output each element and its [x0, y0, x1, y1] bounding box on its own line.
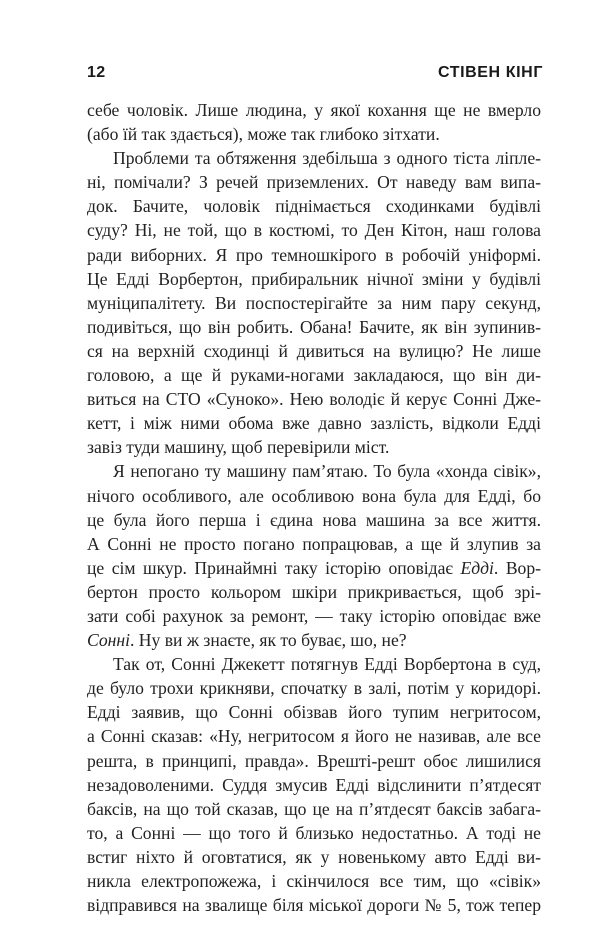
text-line: себе чоловік. Лише людина, у якої кохання ще не вмерло	[87, 100, 541, 120]
text-line: це була його перша і єдина нова машина за все життя.	[87, 509, 541, 530]
text-line: зати собі рахунок за ремонт, — таку історію оповідає вже	[87, 605, 541, 626]
text-line: Сонні. Ну ви ж знаєте, як то буває, шо, не?	[87, 630, 407, 651]
page-number: 12	[87, 64, 106, 81]
text-line: (або їй так здається), може так глибоко зітхати.	[87, 124, 440, 145]
text-line: Так от, Сонні Джекетт потягнув Едді Ворбертона в суд,	[113, 654, 541, 675]
text-line: бертон просто кольором шкіри прикривається, щоб зрі-	[87, 581, 541, 602]
text-line: завіз туди машину, щоб перевірили міст.	[87, 437, 390, 458]
body-text	[87, 98, 541, 917]
text-line: Едді заявив, що Сонні обізвав його тупим негритосом,	[87, 702, 541, 723]
text-line: незадоволеними. Суддя змусив Едді відслинити п’ятдесят	[87, 774, 541, 795]
text-line: то, а Сонні — що того й близько недостатньо. А тоді не	[87, 822, 541, 843]
text-line: де було трохи крикняви, спочатку в залі, потім у коридорі.	[87, 678, 541, 699]
text-line: Проблеми та обтяження здебільша з одного тіста ліпле-	[113, 148, 541, 169]
book-author: СТІВЕН КІНГ	[437, 64, 543, 81]
text-line: док. Бачите, чоловік піднімається сходинками будівлі	[87, 196, 541, 217]
running-head	[87, 62, 543, 84]
text-line: никла електропожежа, і скінчилося все тим, що «сівік»	[87, 871, 541, 891]
text-line: виться на СТО «Суноко». Нею володіє й керує Сонні Дже-	[87, 389, 541, 410]
paragraph	[87, 146, 541, 459]
text-line: ся на верхній сходинці й дивиться на вулицю? Не лише	[87, 340, 541, 361]
text-line: це сім шкур. Принаймні таку історію оповідає Едді. Вор-	[87, 557, 542, 578]
paragraph	[87, 652, 541, 917]
text-line: суду? Ні, не той, що в костюмі, то Ден Кітон, наш голова	[87, 220, 541, 241]
text-line: нічого особливого, але особливою вона була для Едді, бо	[87, 485, 541, 506]
text-line: Я непогано ту машину пам’ятаю. То була «хонда сівік»,	[113, 461, 541, 482]
paragraph	[87, 98, 541, 146]
text-line: муніципалітету. Ви поспостерігайте за ним пару секунд,	[87, 292, 541, 313]
paragraph	[87, 459, 541, 652]
text-line: а Сонні сказав: «Ну, негритосом я його не називав, але все	[87, 726, 541, 747]
text-line: кетт, і між ними обома вже давно зазлість, відколи Едді	[87, 413, 541, 434]
text-line: подивіться, що він робить. Обана! Бачите, як він зупинив-	[87, 316, 541, 337]
text-line: ради виборних. Я про темношкірого в робочій уніформі.	[87, 244, 541, 265]
text-line: баксів, на що той сказав, що це на п’ятдесят баксів забага-	[87, 798, 541, 819]
text-line: решта, в принципі, правда». Врешті-решт обоє лишилися	[87, 750, 541, 771]
text-line: А Сонні не просто погано попрацював, а ще й злупив за	[87, 533, 541, 554]
text-line: встиг ніхто й оговтатися, як у новенькому авто Едді ви-	[87, 846, 541, 867]
text-line: відправився на звалище біля міської дороги № 5, тож тепер	[87, 895, 541, 916]
text-line: Це Едді Ворбертон, прибиральник нічної зміни у будівлі	[87, 268, 541, 289]
text-line: ні, помічали? З речей приземлених. От наведу вам випа-	[87, 172, 541, 193]
text-line: головою, а ще й руками-ногами закладаюся, що він ди-	[87, 365, 541, 386]
